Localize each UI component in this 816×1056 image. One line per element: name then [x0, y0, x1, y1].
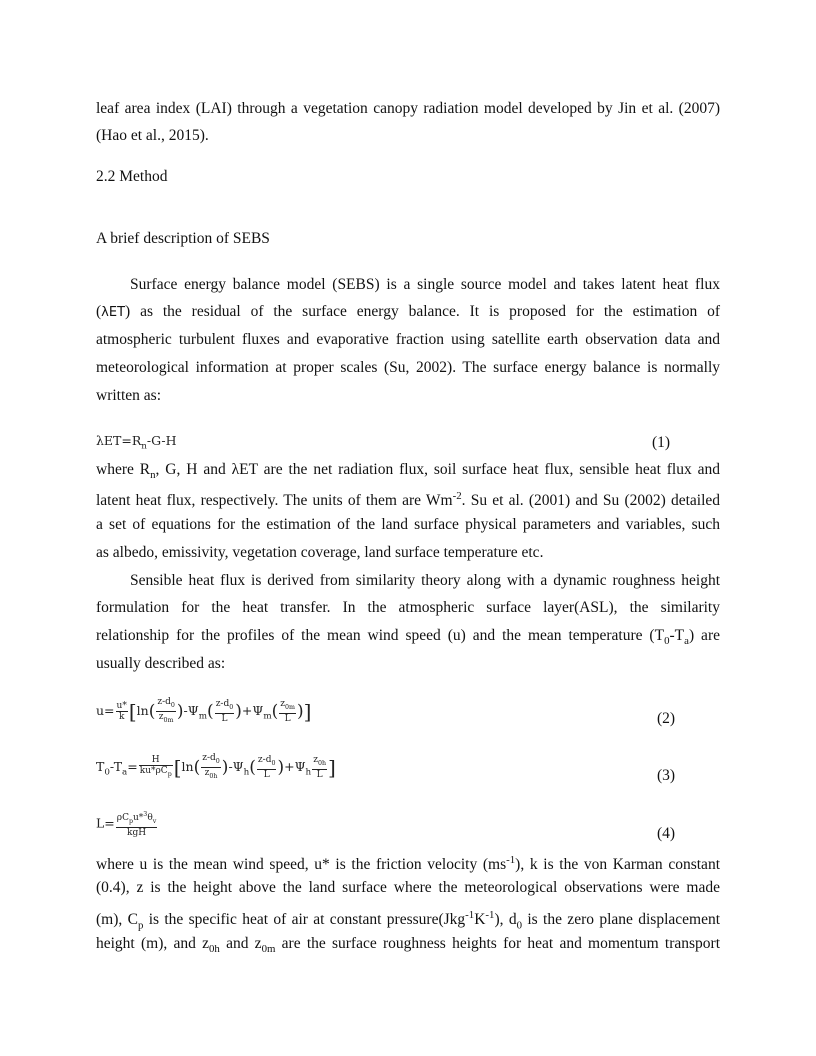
equation-4-number: (4): [657, 825, 676, 842]
lambda-et-symbol: λET: [101, 305, 126, 320]
p4-line-2: (0.4), z is the height above the land surface where the meteorological observations were made: [96, 879, 720, 896]
p3-line-1: Sensible heat flux is derived from similarity theory along with a dynamic roughness height: [130, 572, 720, 589]
equation-1-number: (1): [652, 434, 671, 451]
p3-line-2: formulation for the heat transfer. In the atmospheric surface layer(ASL), the similarity: [96, 599, 720, 616]
section-heading: 2.2 Method: [96, 168, 168, 185]
p3-line-4: usually described as:: [96, 655, 226, 672]
p4-line-3: (m), $C_p$ is the specific heat of air at constant $pressure(Jkg^{-1}K^{-1})$, $d_0$ is the zero plane displacement: [96, 909, 721, 932]
equation-3: $T_0-T_a=$ $\frac{H}{ku*\rho C_p}$ [ln( $\frac{z-d_0}{z_{0h}}$ )$-\Psi_h$( $\frac{z-d_0}{L}$ )$+\Psi_h$ $\frac{z_{0h}}{L}$ ]: [96, 753, 336, 780]
p2-line-2: latent heat flux, respectively. The units of them are $Wm^{-2}$. Su et al. (2001) and Su (2002) detailed: [96, 490, 721, 510]
p4-line-1: where u is the mean wind speed, u* is the friction velocity $(ms^{-1})$, k is the von Karman constant: [96, 854, 720, 874]
equation-4: L= $\frac{\rho C_pu*^3\theta_v}{\text{kgH}}$: [96, 811, 157, 838]
intro-line-2: (Hao et al., 2015).: [96, 127, 209, 144]
equation-2: u= $\frac{u*}{k}$ [ln( $\frac{z-d_0}{z_{0m}}$ )$-\Psi_m$( $\frac{z-d_0}{L}$ )$+\Psi_m$( $\frac{z_{0m}}{L}$ )]: [96, 697, 312, 724]
subheading: A brief description of SEBS: [96, 230, 270, 247]
equation-3-number: (3): [657, 767, 676, 784]
intro-line-1: leaf area index (LAI) through a vegetation canopy radiation model developed by Jin et al. (2007): [96, 100, 720, 117]
equation-1: $\lambda ET=R_n-G-H$: [96, 433, 177, 452]
p3-line-3: relationship for the profiles of the mean wind speed (u) and the mean temperature $(T_0-T_a)$ are: [96, 627, 720, 648]
p1-line-2: (λET) as the residual of the surface energy balance. It is proposed for the estimation of: [96, 303, 720, 320]
p2-line-4: as albedo, emissivity, vegetation coverage, land surface temperature etc.: [96, 544, 544, 561]
p1-line-4: meteorological information at proper scales (Su, 2002). The surface energy balance is normally: [96, 359, 720, 376]
p1-line-3: atmospheric turbulent fluxes and evaporative fraction using satellite earth observation data and: [96, 331, 720, 348]
p2-line-1: where $R_n$, G, H and λET are the net radiation flux, soil surface heat flux, sensible heat flux and: [96, 461, 721, 482]
equation-2-number: (2): [657, 710, 676, 727]
p2-line-3: a set of equations for the estimation of the land surface physical parameters and variables, such: [96, 516, 720, 533]
p1-line-5: written as:: [96, 387, 161, 404]
p1-line-1: Surface energy balance model (SEBS) is a single source model and takes latent heat flux: [130, 276, 720, 293]
p4-line-4: height (m), and $z_{0h}$ and $z_{0m}$ are the surface roughness heights for heat and momentum transport: [96, 935, 720, 956]
